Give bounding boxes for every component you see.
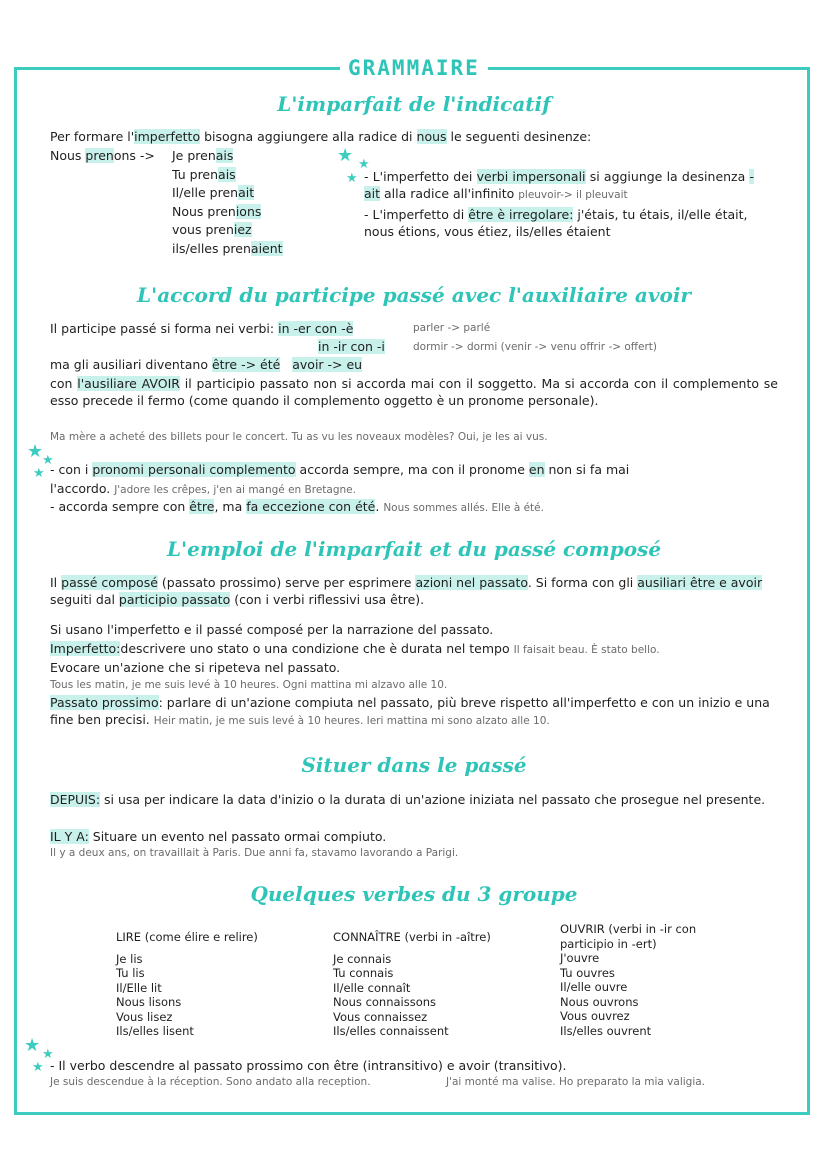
- descendre-note: - Il verbo descendre al passato prossimo con être (intransitivo) e avoir (transitivo).: [50, 1058, 567, 1073]
- evocare-line: Evocare un'azione che si ripeteva nel passato.: [50, 660, 341, 675]
- participe-example-ir: dormir -> dormi (venir -> venu offrir -> offert): [413, 341, 658, 353]
- participe-auxiliaries: ma gli ausiliari diventano être -> été avoir -> eu: [50, 357, 363, 372]
- list-item: Vous ouvrez: [560, 1009, 630, 1023]
- list-item: Tu ouvres: [560, 965, 615, 980]
- conjugation-row: Nous prenions: [172, 203, 262, 219]
- page-title: GRAMMAIRE: [340, 56, 488, 80]
- list-item: Vous connaissez: [333, 1009, 428, 1024]
- list-item: Ils/elles lisent: [116, 1024, 194, 1038]
- section-title-situer: Situer dans le passé: [301, 753, 527, 777]
- accord-avoir-paragraph: con l'ausiliare AVOIR il participio passato non si accorda mai con il soggetto. Ma si accorda con il complemento se esso precede il fermo (come quando il complemento oggetto è un pronome personale).: [50, 376, 778, 408]
- list-item: Il/elle connaît: [333, 980, 411, 995]
- il-y-a-line: IL Y A: Situare un evento nel passato ormai compiuto.: [50, 829, 387, 844]
- star-icon: ★: [27, 441, 44, 462]
- list-item: Vous lisez: [116, 1009, 173, 1024]
- star-icon: ★: [42, 1047, 54, 1062]
- conjugation-prefix: Nous prenons ->: [50, 148, 155, 163]
- star-icon: ★: [32, 1060, 44, 1075]
- star-icon: ★: [42, 453, 54, 468]
- column-header: CONNAÎTRE (verbi in -aître): [333, 930, 491, 944]
- section-title-accord: L'accord du participe passé avec l'auxiliaire avoir: [137, 283, 691, 307]
- list-item: Tu lis: [116, 966, 145, 980]
- depuis-paragraph: DEPUIS: si usa per indicare la data d'inizio o la durata di un'azione iniziata nel passato che prosegue nel presente.: [50, 792, 766, 807]
- accord-pronomi-paragraph: - con i pronomi personali complemento accorda sempre, ma con il pronome en non si fa mai: [50, 462, 630, 477]
- il-y-a-example: Il y a deux ans, on travaillait à Paris. Due anni fa, stavamo lavorando a Parigi.: [50, 847, 459, 859]
- star-icon: ★: [24, 1035, 41, 1056]
- list-item: Il/Elle lit: [116, 980, 162, 995]
- verb-column-lire: [116, 930, 316, 1039]
- conjugation-row: Je prenais: [172, 148, 234, 163]
- accord-pronomi-continuation: l'accordo. J'adore les crêpes, j'en ai mangé en Bretagne.: [50, 481, 356, 496]
- column-header: LIRE (come élire e relire): [116, 930, 258, 944]
- narrazione-line: Si usano l'imperfetto e il passé composé per la narrazione del passato.: [50, 622, 494, 637]
- list-item: Il/elle ouvre: [560, 980, 628, 994]
- section-title-verbes: Quelques verbes du 3 groupe: [250, 882, 578, 906]
- evocare-example: Tous les matin, je me suis levé à 10 heures. Ogni mattina mi alzavo alle 10.: [50, 679, 448, 691]
- column-header: OUVRIR (verbi in -ir con participio in -ert): [560, 922, 697, 951]
- list-item: Je connais: [333, 951, 392, 966]
- imperfetto-use-line: Imperfetto:descrivere uno stato o una condizione che è durata nel tempo Il faisait beau. È stato bello.: [50, 641, 660, 656]
- section-title-imparfait: L'imparfait de l'indicatif: [277, 92, 551, 116]
- list-item: J'ouvre: [560, 951, 600, 965]
- imperfetto-note-etre: - L'imperfetto di être è irregolare: j'étais, tu étais, il/elle était, nous étions, vous étiez, ils/elles étaient: [364, 207, 748, 239]
- participe-example-er: parler -> parlé: [413, 322, 491, 334]
- list-item: Ils/elles ouvrent: [560, 1023, 652, 1038]
- passato-prossimo-paragraph: Passato prossimo: parlare di un'azione compiuta nel passato, più breve rispetto all'imperfetto e con un inizio e una fine ben precisi. Heir matin, je me suis levé à 10 heures. Ieri mattina mi sono alzato alle 10.: [50, 695, 770, 727]
- participe-rule-er: Il participe passé si forma nei verbi: in -er con -è: [50, 321, 354, 336]
- star-icon: ★: [337, 145, 354, 166]
- accord-etre-paragraph: - accorda sempre con être, ma fa eccezione con été. Nous sommes allés. Elle à été.: [50, 499, 544, 514]
- star-icon: ★: [358, 157, 370, 172]
- conjugation-row: Tu prenais: [172, 166, 236, 182]
- participe-rule-ir: in -ir con -i: [318, 339, 385, 354]
- imperfetto-note-impersonali: - L'imperfetto dei verbi impersonali si aggiunge la desinenza -ait alla radice all'infinito pleuvoir-> il pleuvait: [364, 169, 754, 201]
- passe-compose-paragraph: Il passé composé (passato prossimo) serve per esprimere azioni nel passato. Si forma con gli ausiliari être e avoir seguiti dal participio passato (con i verbi riflessivi usa être).: [50, 575, 763, 607]
- list-item: Tu connais: [333, 966, 394, 980]
- star-icon: ★: [346, 171, 358, 186]
- list-item: Ils/elles connaissent: [333, 1024, 449, 1038]
- list-item: Nous connaissons: [333, 995, 437, 1009]
- conjugation-list: [172, 147, 283, 258]
- descendre-example-avoir: J'ai monté ma valise. Ho preparato la mia valigia.: [446, 1076, 706, 1088]
- verb-column-connaitre: [333, 930, 543, 1039]
- section-title-emploi: L'emploi de l'imparfait et du passé composé: [166, 537, 662, 561]
- imparfait-intro: Per formare l'imperfetto bisogna aggiungere alla radice di nous le seguenti desinenze:: [50, 129, 592, 144]
- conjugation-row: ils/elles prenaient: [172, 240, 283, 256]
- conjugation-row: vous preniez: [172, 222, 252, 237]
- descendre-example-etre: Je suis descendue à la réception. Sono andato alla reception.: [50, 1076, 371, 1088]
- list-item: Je lis: [116, 951, 143, 966]
- list-item: Nous lisons: [116, 995, 182, 1009]
- verb-column-ouvrir: [560, 922, 740, 1038]
- star-icon: ★: [33, 466, 45, 481]
- conjugation-row: Il/elle prenait: [172, 185, 255, 200]
- accord-avoir-example: Ma mère a acheté des billets pour le concert. Tu as vu les noveaux modèles? Oui, je les ai vus.: [50, 431, 548, 443]
- list-item: Nous ouvrons: [560, 994, 639, 1009]
